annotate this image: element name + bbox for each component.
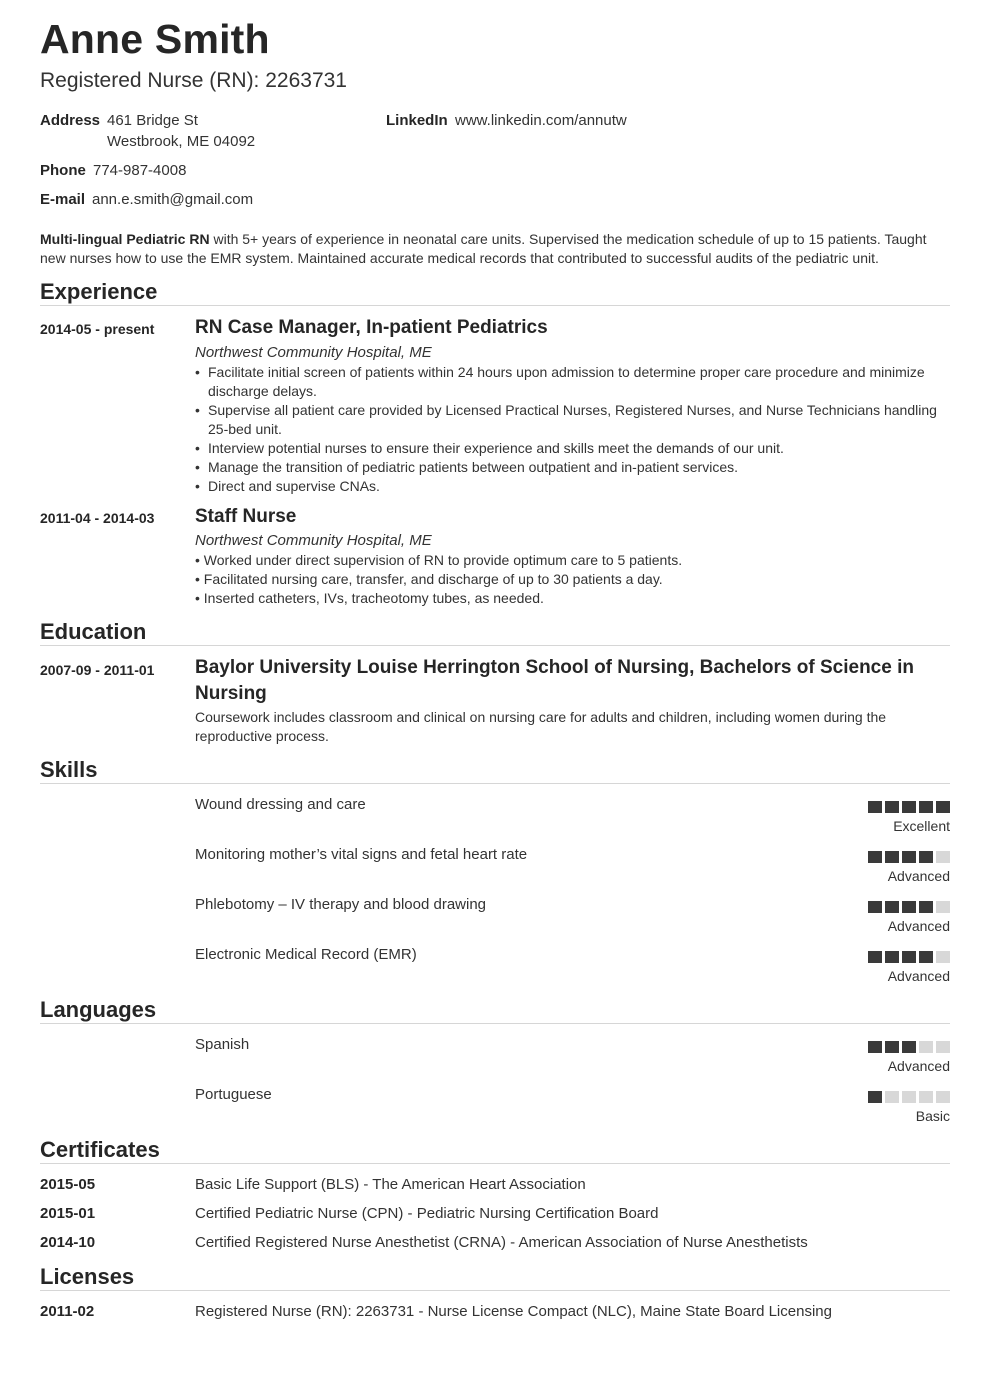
company-name: Northwest Community Hospital, ME [195,532,432,549]
degree-description: Coursework includes classroom and clinical on nursing care for adults and children, including women during the reproductive process. [195,709,887,744]
summary-text: with 5+ years of experience in neonatal care units. Supervised the medication schedule of up to 15 patients. Taught new nurses how to use the EMR system. Maintained accurate medical records that contributed to successful audits of the pediatric unit. [40,231,927,266]
certificate-date: 2015-05 [40,1176,96,1193]
language-name: Portuguese [195,1086,272,1103]
certificate-name: Basic Life Support (BLS) - The American Heart Association [195,1176,586,1193]
certificate-name: Certified Pediatric Nurse (CPN) - Pediatric Nursing Certification Board [195,1205,659,1222]
skill-level: Excellent [893,818,950,834]
section-title-licenses: Licenses [40,1264,135,1289]
language-rating [868,1091,950,1103]
job-bullets [195,363,945,496]
rating-square-filled [902,901,916,913]
section-title-education: Education [40,619,147,644]
skill-rating [868,851,950,863]
rating-square-empty [936,901,950,913]
skill-level: Advanced [887,968,950,984]
linkedin-link[interactable]: www.linkedin.com/annutw [455,112,627,129]
rating-square-filled [919,901,933,913]
certificate-date: 2015-01 [40,1205,96,1222]
summary-lead: Multi-lingual Pediatric RN [40,231,210,247]
rating-square-filled [885,901,899,913]
rating-square-empty [936,951,950,963]
job-bullet: • Facilitated nursing care, transfer, and discharge of up to 30 patients a day. [195,571,663,587]
education-dates: 2007-09 - 2011-01 [40,662,155,678]
skill-level: Advanced [887,868,950,884]
rating-square-filled [902,851,916,863]
skill-name: Wound dressing and care [195,796,366,813]
rating-square-filled [919,851,933,863]
skill-rating [868,951,950,963]
section-divider [40,305,950,306]
profile-summary [40,230,950,268]
job-bullet: • Worked under direct supervision of RN to provide optimum care to 5 patients. [195,552,683,568]
section-title-skills: Skills [40,757,98,782]
linkedin-label: LinkedIn [386,112,448,129]
job-bullet: • Direct and supervise CNAs. [195,477,945,496]
job-title: RN Case Manager, In-patient Pediatrics [195,317,548,338]
rating-square-empty [919,1091,933,1103]
experience-dates: 2011-04 - 2014-03 [40,510,155,526]
section-title-certificates: Certificates [40,1137,160,1162]
rating-square-empty [885,1091,899,1103]
job-bullet: • Supervise all patient care provided by Licensed Practical Nurses, Registered Nurses, and Nurse Technicians handling 25-bed unit. [195,401,945,439]
phone-label: Phone [40,162,86,179]
degree-title: Baylor University Louise Herrington School of Nursing, Bachelors of Science in Nursing [195,657,914,704]
skill-name: Monitoring mother’s vital signs and fetal heart rate [195,846,528,863]
license-name: Registered Nurse (RN): 2263731 - Nurse License Compact (NLC), Maine State Board Licensing [195,1303,832,1320]
rating-square-filled [868,801,882,813]
rating-square-filled [919,951,933,963]
rating-square-filled [868,901,882,913]
email-link[interactable]: ann.e.smith@gmail.com [92,191,254,208]
rating-square-filled [868,1041,882,1053]
rating-square-filled [885,1041,899,1053]
candidate-name: Anne Smith [40,16,270,62]
section-title-experience: Experience [40,279,158,304]
rating-square-filled [868,951,882,963]
section-divider [40,1023,950,1024]
skill-name: Phlebotomy – IV therapy and blood drawing [195,896,487,913]
address-line-2: Westbrook, ME 04092 [107,133,256,150]
job-title: Staff Nurse [195,506,297,527]
skill-rating [868,801,950,813]
candidate-title: Registered Nurse (RN): 2263731 [40,69,347,92]
rating-square-empty [936,851,950,863]
address-line-1: 461 Bridge St [107,112,198,129]
address-label: Address [40,112,101,129]
rating-square-filled [902,801,916,813]
rating-square-empty [936,1091,950,1103]
skill-level: Advanced [887,918,950,934]
rating-square-empty [936,1041,950,1053]
rating-square-empty [919,1041,933,1053]
job-bullet: • Facilitate initial screen of patients within 24 hours upon admission to determine proper care procedure and minimize discharge delays. [195,363,945,401]
rating-square-filled [885,851,899,863]
job-bullet: • Interview potential nurses to ensure their experience and skills meet the demands of our unit. [195,439,945,458]
rating-square-filled [902,951,916,963]
rating-square-filled [868,1091,882,1103]
section-divider [40,1163,950,1164]
email-label: E-mail [40,191,86,208]
language-level: Basic [915,1108,950,1124]
certificate-name: Certified Registered Nurse Anesthetist (CRNA) - American Association of Nurse Anesthetists [195,1234,808,1251]
license-date: 2011-02 [40,1303,95,1320]
job-bullet: • Inserted catheters, IVs, tracheotomy tubes, as needed. [195,590,544,606]
section-divider [40,783,950,784]
phone-value: 774-987-4008 [93,162,187,179]
section-divider [40,1290,950,1291]
rating-square-filled [885,951,899,963]
experience-dates: 2014-05 - present [40,321,155,337]
rating-square-filled [919,801,933,813]
language-rating [868,1041,950,1053]
skill-name: Electronic Medical Record (EMR) [195,946,417,963]
section-divider [40,645,950,646]
company-name: Northwest Community Hospital, ME [195,344,432,361]
rating-square-empty [902,1091,916,1103]
job-bullet: • Manage the transition of pediatric patients between outpatient and in-patient services. [195,458,945,477]
rating-square-filled [868,851,882,863]
section-title-languages: Languages [40,997,157,1022]
rating-square-filled [902,1041,916,1053]
certificate-date: 2014-10 [40,1234,96,1251]
skill-rating [868,901,950,913]
rating-square-filled [885,801,899,813]
language-name: Spanish [195,1036,250,1053]
rating-square-filled [936,801,950,813]
language-level: Advanced [887,1058,950,1074]
